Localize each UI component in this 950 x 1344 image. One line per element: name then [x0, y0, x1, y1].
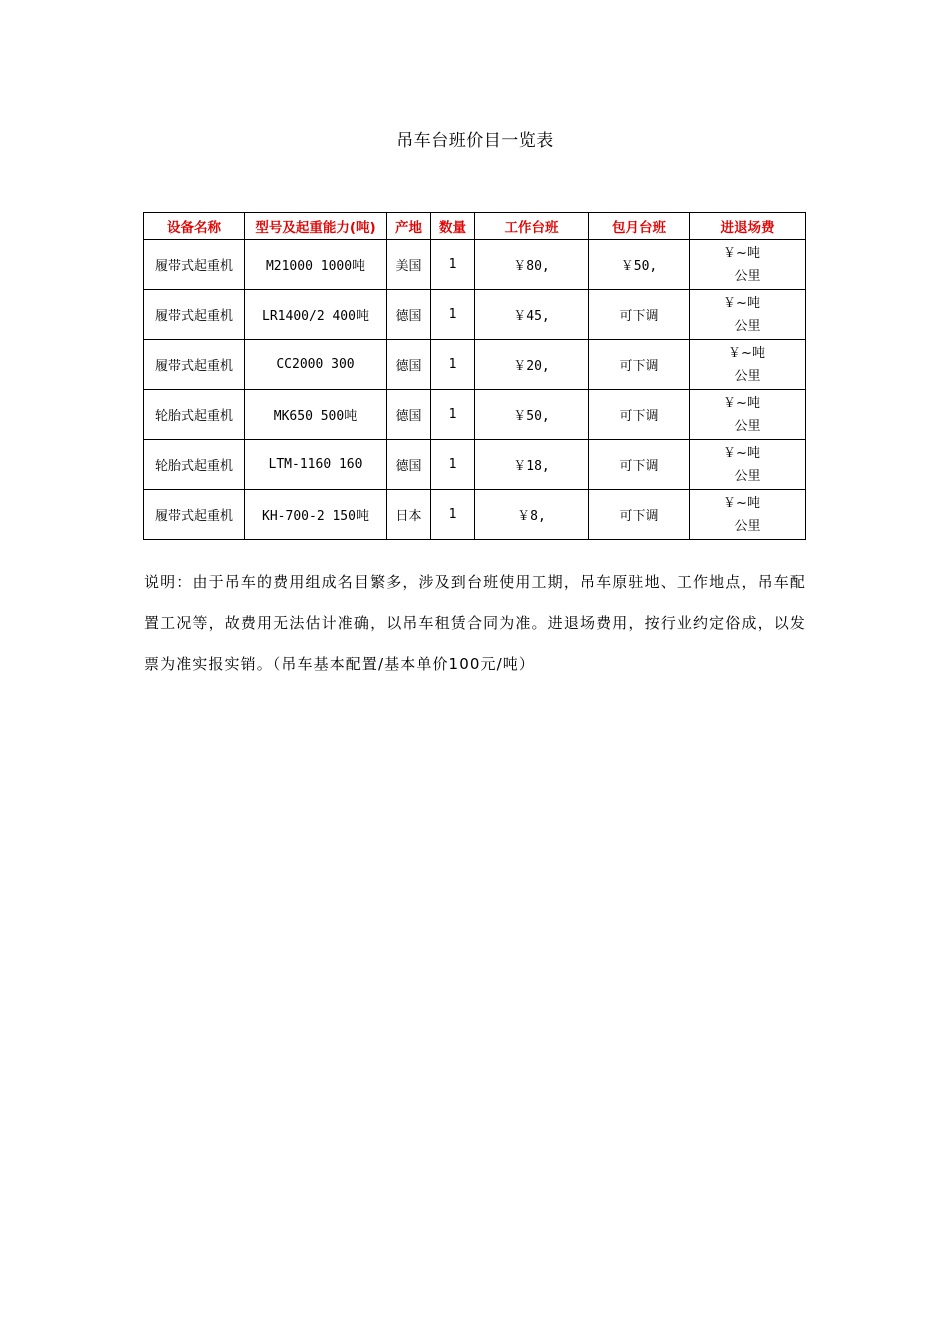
- cell-origin: 德国: [387, 390, 431, 440]
- header-work-shift: 工作台班: [475, 213, 589, 240]
- fee-line-2: 公里: [734, 468, 761, 484]
- cell-quantity: 1: [431, 490, 475, 540]
- cell-equipment-name: 履带式起重机: [144, 240, 245, 290]
- table-row: [144, 290, 806, 340]
- header-model-capacity: 型号及起重能力(吨): [245, 213, 387, 240]
- cell-quantity: 1: [431, 290, 475, 340]
- fee-line-1: ￥~吨: [723, 395, 760, 411]
- cell-entry-exit-fee: [690, 440, 806, 490]
- fee-line-2: 公里: [734, 368, 761, 384]
- fee-line-1: ￥~吨: [728, 345, 765, 361]
- cell-origin: 德国: [387, 340, 431, 390]
- cell-origin: 德国: [387, 440, 431, 490]
- cell-entry-exit-fee: [690, 490, 806, 540]
- cell-work-shift: ￥80,: [475, 240, 589, 290]
- cell-entry-exit-fee: [690, 390, 806, 440]
- price-table: [143, 212, 806, 540]
- fee-line-2: 公里: [734, 518, 761, 534]
- fee-line-2: 公里: [734, 268, 761, 284]
- cell-equipment-name: 轮胎式起重机: [144, 390, 245, 440]
- page-title: 吊车台班价目一览表: [396, 131, 554, 151]
- table-row: [144, 240, 806, 290]
- fee-line-1: ￥~吨: [723, 445, 760, 461]
- cell-model: M21000 1000吨: [245, 240, 387, 290]
- cell-monthly-shift: 可下调: [589, 440, 690, 490]
- cell-work-shift: ￥45,: [475, 290, 589, 340]
- fee-line-1: ￥~吨: [723, 295, 760, 311]
- table-row: [144, 440, 806, 490]
- fee-line-2: 公里: [734, 418, 761, 434]
- cell-work-shift: ￥18,: [475, 440, 589, 490]
- cell-origin: 美国: [387, 240, 431, 290]
- cell-origin: 德国: [387, 290, 431, 340]
- cell-work-shift: ￥20,: [475, 340, 589, 390]
- cell-monthly-shift: 可下调: [589, 390, 690, 440]
- table-row: [144, 490, 806, 540]
- cell-model: CC2000 300: [245, 340, 387, 390]
- cell-entry-exit-fee: [690, 340, 806, 390]
- header-entry-exit-fee: 进退场费: [690, 213, 806, 240]
- cell-equipment-name: 履带式起重机: [144, 290, 245, 340]
- fee-line-2: 公里: [734, 318, 761, 334]
- cell-quantity: 1: [431, 340, 475, 390]
- header-origin: 产地: [387, 213, 431, 240]
- cell-work-shift: ￥8,: [475, 490, 589, 540]
- cell-model: KH-700-2 150吨: [245, 490, 387, 540]
- cell-equipment-name: 轮胎式起重机: [144, 440, 245, 490]
- cell-model: LTM-1160 160: [245, 440, 387, 490]
- header-quantity: 数量: [431, 213, 475, 240]
- fee-line-1: ￥~吨: [723, 245, 760, 261]
- cell-entry-exit-fee: [690, 290, 806, 340]
- table-row: [144, 390, 806, 440]
- cell-equipment-name: 履带式起重机: [144, 340, 245, 390]
- cell-monthly-shift: 可下调: [589, 340, 690, 390]
- header-monthly-shift: 包月台班: [589, 213, 690, 240]
- cell-monthly-shift: 可下调: [589, 490, 690, 540]
- cell-origin: 日本: [387, 490, 431, 540]
- cell-monthly-shift: ￥50,: [589, 240, 690, 290]
- cell-quantity: 1: [431, 240, 475, 290]
- cell-model: LR1400/2 400吨: [245, 290, 387, 340]
- cell-work-shift: ￥50,: [475, 390, 589, 440]
- cell-entry-exit-fee: [690, 240, 806, 290]
- table-header-row: [144, 213, 806, 240]
- cell-quantity: 1: [431, 390, 475, 440]
- table-row: [144, 340, 806, 390]
- explanation-note: 说明：由于吊车的费用组成名目繁多，涉及到台班使用工期，吊车原驻地、工作地点，吊车配置工况等，故费用无法估计准确，以吊车租赁合同为准。进退场费用，按行业约定俗成，以发票为准实报实销。（吊车基本配置/基本单价100元/吨）: [144, 573, 806, 673]
- cell-model: MK650 500吨: [245, 390, 387, 440]
- cell-monthly-shift: 可下调: [589, 290, 690, 340]
- cell-equipment-name: 履带式起重机: [144, 490, 245, 540]
- header-equipment-name: 设备名称: [144, 213, 245, 240]
- cell-quantity: 1: [431, 440, 475, 490]
- fee-line-1: ￥~吨: [723, 495, 760, 511]
